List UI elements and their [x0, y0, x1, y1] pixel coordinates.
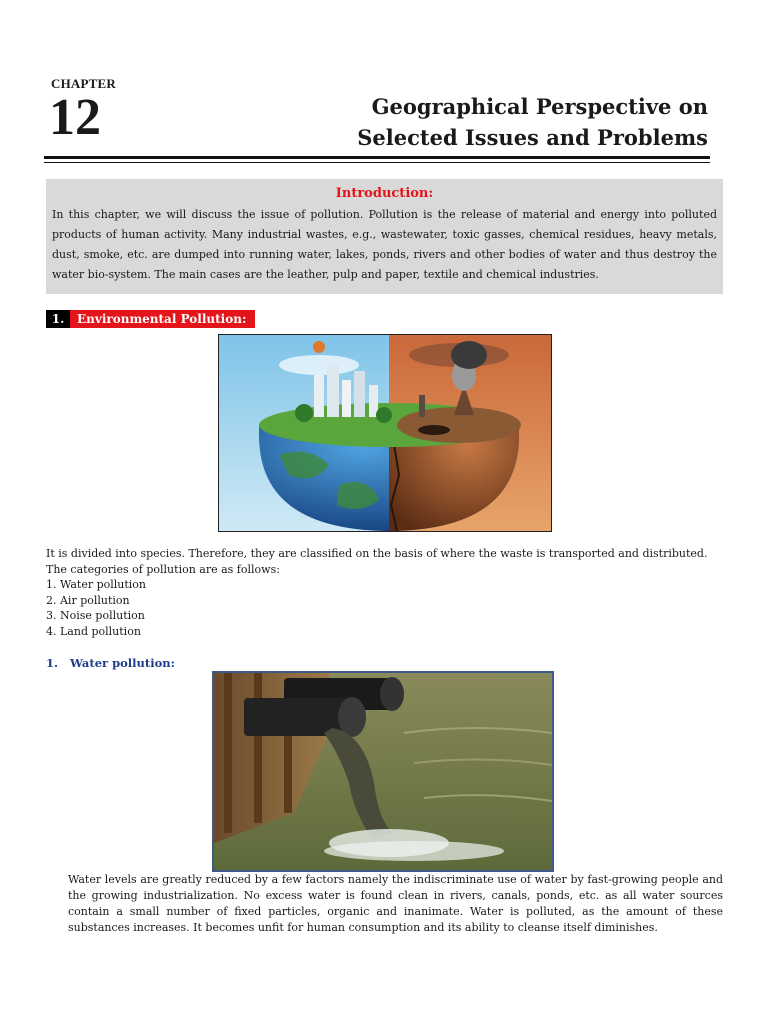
list-item: 3. Noise pollution [46, 609, 145, 623]
chapter-number: 12 [49, 89, 101, 146]
introduction-text: In this chapter, we will discuss the issue of pollution. Pollution is the release of material and energy into polluted products of human activity. Many industrial wastes, e.g., wastewater, toxic gasses, chemical residues, heavy metals, dust, smoke, etc. are dumped into running water, lakes, ponds, rivers and other bodies of water and thus destroy the water bio-system. The main cases are the leather, pulp and paper, textile and chemical industries. [52, 208, 717, 281]
header-rule-thick [44, 156, 710, 159]
list-item: 4. Land pollution [46, 624, 141, 638]
list-item: 2. Air pollution [46, 593, 130, 607]
header-rule-thin [44, 162, 710, 163]
pollution-categories-list [46, 577, 726, 639]
subheading-water-pollution [46, 656, 175, 670]
section-number: 1. [46, 310, 70, 328]
list-item: 1. Water pollution [46, 578, 147, 592]
introduction-heading: Introduction: [335, 186, 434, 201]
water-pollution-pipes-image [212, 671, 554, 872]
introduction-box [46, 179, 723, 294]
section-paragraph-1: It is divided into species. Therefore, they are classified on the basis of where the waste is transported and distributed. [46, 547, 708, 560]
chapter-title-line-1: Geographical Perspective on [371, 94, 708, 119]
section-heading-environmental-pollution [46, 310, 255, 328]
water-pollution-paragraph: Water levels are greatly reduced by a few factors namely the indiscriminate use of water by fast-growing people and the growing industrialization. No excess water is found clean in rivers, canals, ponds, etc. as all water sources contain a small number of fixed particles, organic and inanimate. Water is polluted, as the amount of these substances increases. It becomes unfit for human consumption and its ability to cleanse itself diminishes. [68, 873, 723, 934]
subheading-label: Water pollution: [70, 656, 175, 670]
earth-pollution-image [218, 334, 552, 532]
subheading-number: 1. [46, 656, 59, 670]
section-body [46, 546, 726, 640]
section-paragraph-2: The categories of pollution are as follows: [46, 562, 280, 576]
chapter-title [348, 91, 708, 153]
section-title: Environmental Pollution: [70, 310, 255, 328]
chapter-title-line-2: Selected Issues and Problems [357, 125, 708, 150]
chapter-label: CHAPTER [51, 76, 116, 91]
